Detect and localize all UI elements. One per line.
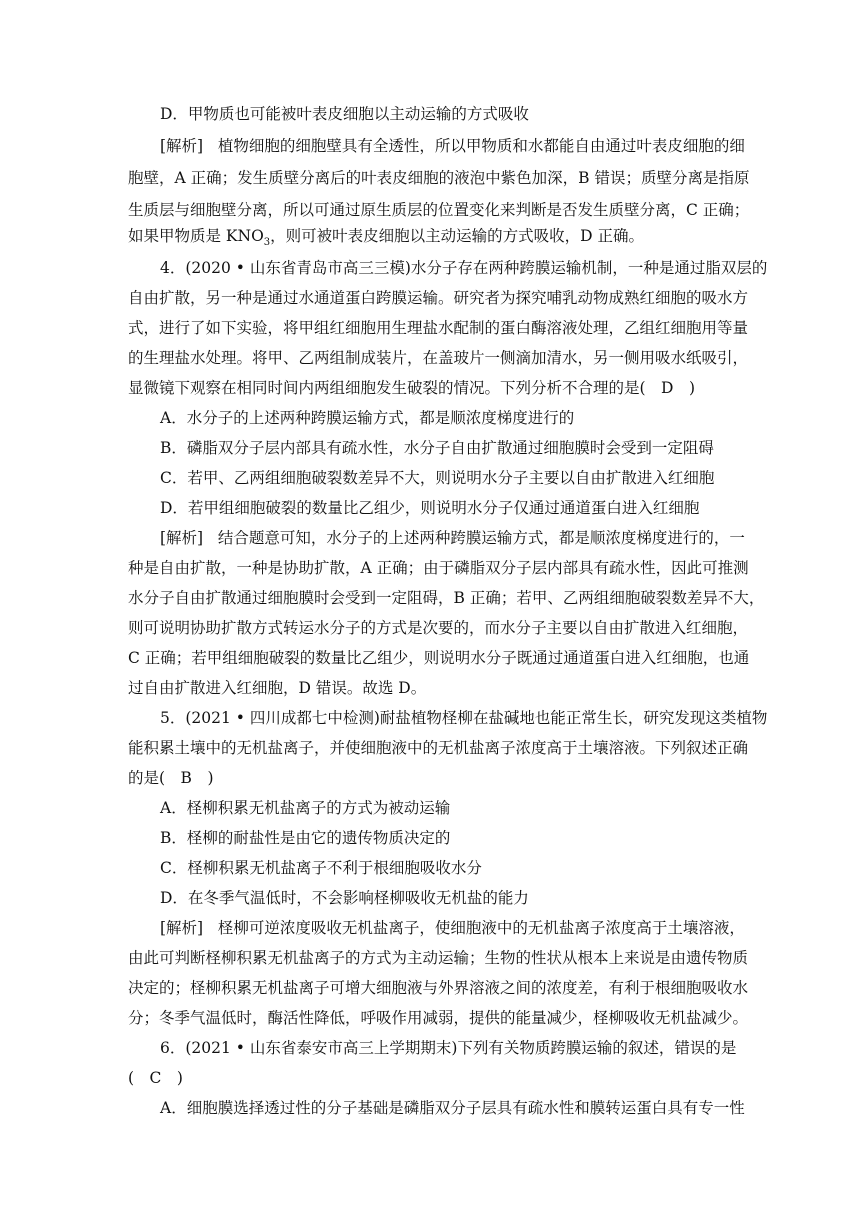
q4-stem-line-4: 的生理盐水处理。将甲、乙两组制成装片，在盖玻片一侧滴加清水，另一侧用吸水纸吸引， [128, 349, 749, 367]
q6-stem-line-1: 6．(2021 • 山东省泰安市高三上学期期末)下列有关物质跨膜运输的叙述，错误的是 [160, 1039, 737, 1057]
q5-option-b: B．柽柳的耐盐性是由它的遗传物质决定的 [160, 829, 451, 847]
q5-stem-line-3: 的是( B ) [128, 769, 214, 787]
analysis-tag: [解析] [160, 137, 204, 155]
q3-option-d: D．甲物质也可能被叶表皮细胞以主动运输的方式吸收 [160, 105, 529, 123]
q5-stem-line-1: 5．(2021 • 四川成都七中检测)耐盐植物柽柳在盐碱地也能正常生长，研究发现这类植物 [160, 709, 768, 727]
q4-analysis-line-1: [解析] 结合题意可知，水分子的上述两种跨膜运输方式，都是顺浓度梯度进行的，一 [160, 529, 745, 547]
q4-analysis-line-3: 水分子自由扩散通过细胞膜时会受到一定阻碍，B 正确；若甲、乙两组细胞破裂数差异不大， [128, 589, 765, 607]
analysis-tag: [解析] [160, 919, 204, 937]
q5-analysis-line-3: 决定的；柽柳积累无机盐离子可增大细胞液与外界溶液之间的浓度差，有利于根细胞吸收水 [128, 979, 749, 997]
q5-analysis-line-2: 由此可判断柽柳积累无机盐离子的方式为主动运输；生物的性状从根本上来说是由遗传物质 [128, 949, 749, 967]
q4-option-b: B．磷脂双分子层内部具有疏水性，水分子自由扩散通过细胞膜时会受到一定阻碍 [160, 439, 714, 457]
q4-analysis-line-2: 种是自由扩散，一种是协助扩散，A 正确；由于磷脂双分子层内部具有疏水性，因此可推测 [128, 559, 749, 577]
q4-stem-line-5: 显微镜下观察在相同时间内两组细胞发生破裂的情况。下列分析不合理的是( D ) [128, 379, 696, 397]
q5-stem-line-2: 能积累土壤中的无机盐离子，并使细胞液中的无机盐离子浓度高于土壤溶液。下列叙述正确 [128, 739, 749, 757]
q4-stem-line-2: 自由扩散，另一种是通过水通道蛋白跨膜运输。研究者为探究哺乳动物成熟红细胞的吸水方 [128, 289, 749, 307]
q4-option-a: A．水分子的上述两种跨膜运输方式，都是顺浓度梯度进行的 [160, 409, 575, 427]
q3-analysis-line-3: 生质层与细胞壁分离，所以可通过原生质层的位置变化来判断是否发生质壁分离，C 正确； [128, 201, 750, 219]
q4-option-c: C．若甲、乙两组细胞破裂数差异不大，则说明水分子主要以自由扩散进入红细胞 [160, 469, 715, 487]
q3-analysis-line-2: 胞壁，A 正确；发生质壁分离后的叶表皮细胞的液泡中紫色加深，B 错误；质壁分离是指原 [128, 169, 750, 187]
q5-analysis-line-4: 分；冬季气温低时，酶活性降低，呼吸作用减弱，提供的能量减少，柽柳吸收无机盐减少。 [128, 1009, 749, 1027]
q4-analysis-line-5: C 正确；若甲组细胞破裂的数量比乙组少，则说明水分子既通过通道蛋白进入红细胞，也通 [128, 649, 750, 667]
q4-option-d: D．若甲组细胞破裂的数量比乙组少，则说明水分子仅通过通道蛋白进入红细胞 [160, 499, 700, 517]
q3-analysis-line-1: [解析] 植物细胞的细胞壁具有全透性，所以甲物质和水都能自由通过叶表皮细胞的细 [160, 137, 745, 155]
q4-analysis-line-4: 则可说明协助扩散方式转运水分子的方式是次要的，而水分子主要以自由扩散进入红细胞， [128, 619, 749, 637]
q5-analysis-line-1: [解析] 柽柳可逆浓度吸收无机盐离子，使细胞液中的无机盐离子浓度高于土壤溶液， [160, 919, 745, 937]
q6-stem-line-2: ( C ) [128, 1069, 183, 1087]
q4-analysis-line-6: 过自由扩散进入红细胞，D 错误。故选 D。 [128, 679, 427, 697]
q5-option-d: D．在冬季气温低时，不会影响柽柳吸收无机盐的能力 [160, 889, 529, 907]
q5-option-c: C．柽柳积累无机盐离子不利于根细胞吸收水分 [160, 859, 482, 877]
q4-stem-line-1: 4．(2020 • 山东省青岛市高三三模)水分子存在两种跨膜运输机制，一种是通过脂双层的 [160, 259, 768, 277]
q5-option-a: A．柽柳积累无机盐离子的方式为被动运输 [160, 799, 451, 817]
analysis-tag: [解析] [160, 529, 204, 547]
q3-analysis-line-4: 如果甲物质是 $KNO_3$，则可被叶表皮细胞以主动运输的方式吸收，D 正确。 [128, 227, 645, 249]
q4-stem-line-3: 式，进行了如下实验，将甲组红细胞用生理盐水配制的蛋白酶溶液处理，乙组红细胞用等量 [128, 319, 749, 337]
q6-option-a: A．细胞膜选择透过性的分子基础是磷脂双分子层具有疏水性和膜转运蛋白具有专一性 [160, 1099, 745, 1117]
